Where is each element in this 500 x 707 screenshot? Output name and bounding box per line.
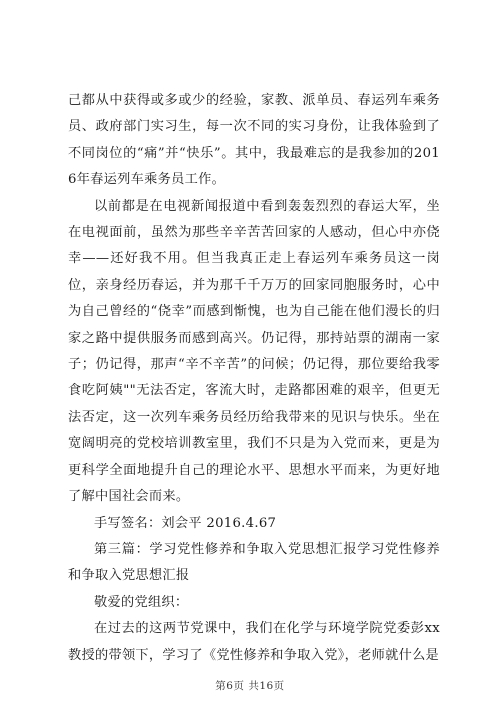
paragraph-1: 己都从中获得或多或少的经验，家教、派单员、春运列车乘务员、政府部门实习生，每一次不同的实习身份，让我体验到了不同岗位的“痛”并“快乐”。其中，我最难忘的是我参加的2016年春运列车乘务员工作。 bbox=[68, 93, 440, 188]
salutation: 敬爱的党组织： bbox=[94, 594, 189, 610]
section-title: 第三篇：学习党性修养和争取入党思想汇报学习党性修养和争取入党思想汇报 bbox=[68, 541, 440, 584]
document-body bbox=[68, 88, 440, 669]
paragraph-6: 在过去的这两节党课中，我们在化学与环境学院党委彭xx教授的带领下，学习了《党性修养和争取入党》，老师就什么是 bbox=[68, 621, 440, 663]
page-footer: 第6页 共16页 bbox=[215, 680, 285, 692]
paragraph-2: 以前都是在电视新闻报道中看到轰轰烈烈的春运大军，坐在电视面前，虽然为那些辛辛苦苦回家的人感动，但心中亦侥幸——还好我不用。但当我真正走上春运列车乘务员这一岗位，亲身经历春运，并为那千千万万的回家同胞服务时，心中为自己曾经的“侥幸”而感到惭愧，也为自己能在他们漫长的归家之路中提供服务而感到高兴。仍记得，那持站票的湖南一家子；仍记得，那声“辛不辛苦”的问候；仍记得，那位要给我零食吃阿姨""无法否定，客流大时，走路都困难的艰辛，但更无法否定，这一次列车乘务员经历给我带来的见识与快乐。坐在宽阔明亮的党校培训教室里，我们不只是为入党而来，更是为更科学全面地提升自己的理论水平、思想水平而来，为更好地了解中国社会而来。 bbox=[68, 198, 440, 505]
signature-line: 手写签名：刘会平 2016.4.67 bbox=[94, 515, 277, 531]
